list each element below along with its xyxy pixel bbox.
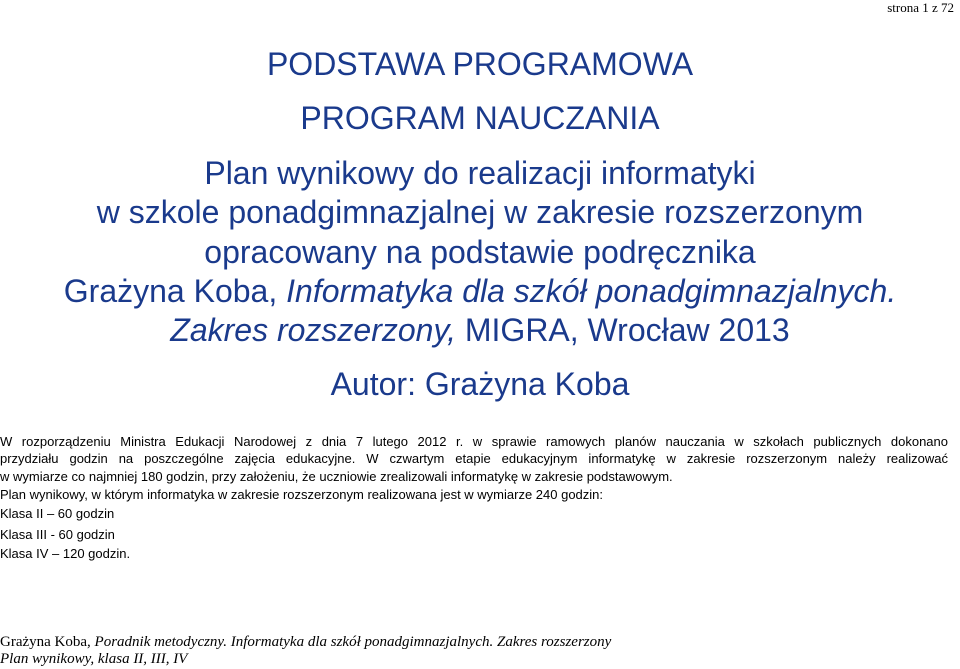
title-book: [0, 273, 960, 310]
title-plan: Plan wynikowy do realizacji informatyki: [204, 155, 756, 191]
title-book-name: Informatyka dla szkół ponadgimnazjalnych.: [286, 273, 897, 309]
footer-line2: Plan wynikowy, klasa II, III, IV: [0, 651, 188, 667]
title-program: PROGRAM NAUCZANIA: [300, 100, 660, 136]
title-edition-scope: Zakres rozszerzony,: [170, 312, 465, 348]
author-line: [0, 366, 960, 403]
title-book-author: Grażyna Koba,: [63, 273, 287, 309]
klasa-iv: Klasa IV – 120 godzin.: [0, 546, 131, 561]
body-p1-line1: W rozporządzeniu Ministra Edukacji Narodowej z dnia 7 lutego 2012 r. w sprawie ramowych planów nauczania w szkołach publicznych dokonano: [0, 434, 948, 449]
footer-author: Grażyna Koba,: [0, 634, 95, 650]
title-szkola: w szkole ponadgimnazjalnej w zakresie rozszerzonym: [96, 194, 864, 230]
body-p1-line3: w wymiarze co najmniej 180 godzin, przy założeniu, że uczniowie zrealizowali informatykę w zakresie podstawowym.: [0, 469, 673, 484]
footer-line1: [0, 633, 611, 651]
title-opracowany: opracowany na podstawie podręcznika: [204, 234, 756, 270]
klasa-iii: Klasa III - 60 godzin: [0, 527, 115, 542]
title-podstawa: PODSTAWA PROGRAMOWA: [266, 46, 694, 82]
page-number: strona 1 z 72: [887, 0, 954, 15]
title-edition: [0, 312, 960, 349]
body-p1-line2: przydziału godzin na poszczególne zajęcia edukacyjne. W czwartym etapie edukacyjnym informatykę w zakresie rozszerzonym należy realizować: [0, 451, 948, 466]
body-p2: Plan wynikowy, w którym informatyka w zakresie rozszerzonym realizowana jest w wymiarze 240 godzin:: [0, 487, 604, 502]
klasa-ii: Klasa II – 60 godzin: [0, 506, 115, 521]
author-name: Grażyna Koba: [415, 366, 630, 402]
footer-book: Poradnik metodyczny. Informatyka dla szkół ponadgimnazjalnych. Zakres rozszerzony: [94, 634, 612, 650]
title-edition-publisher: MIGRA, Wrocław 2013: [464, 312, 790, 348]
author-label: Autor:: [330, 366, 416, 402]
